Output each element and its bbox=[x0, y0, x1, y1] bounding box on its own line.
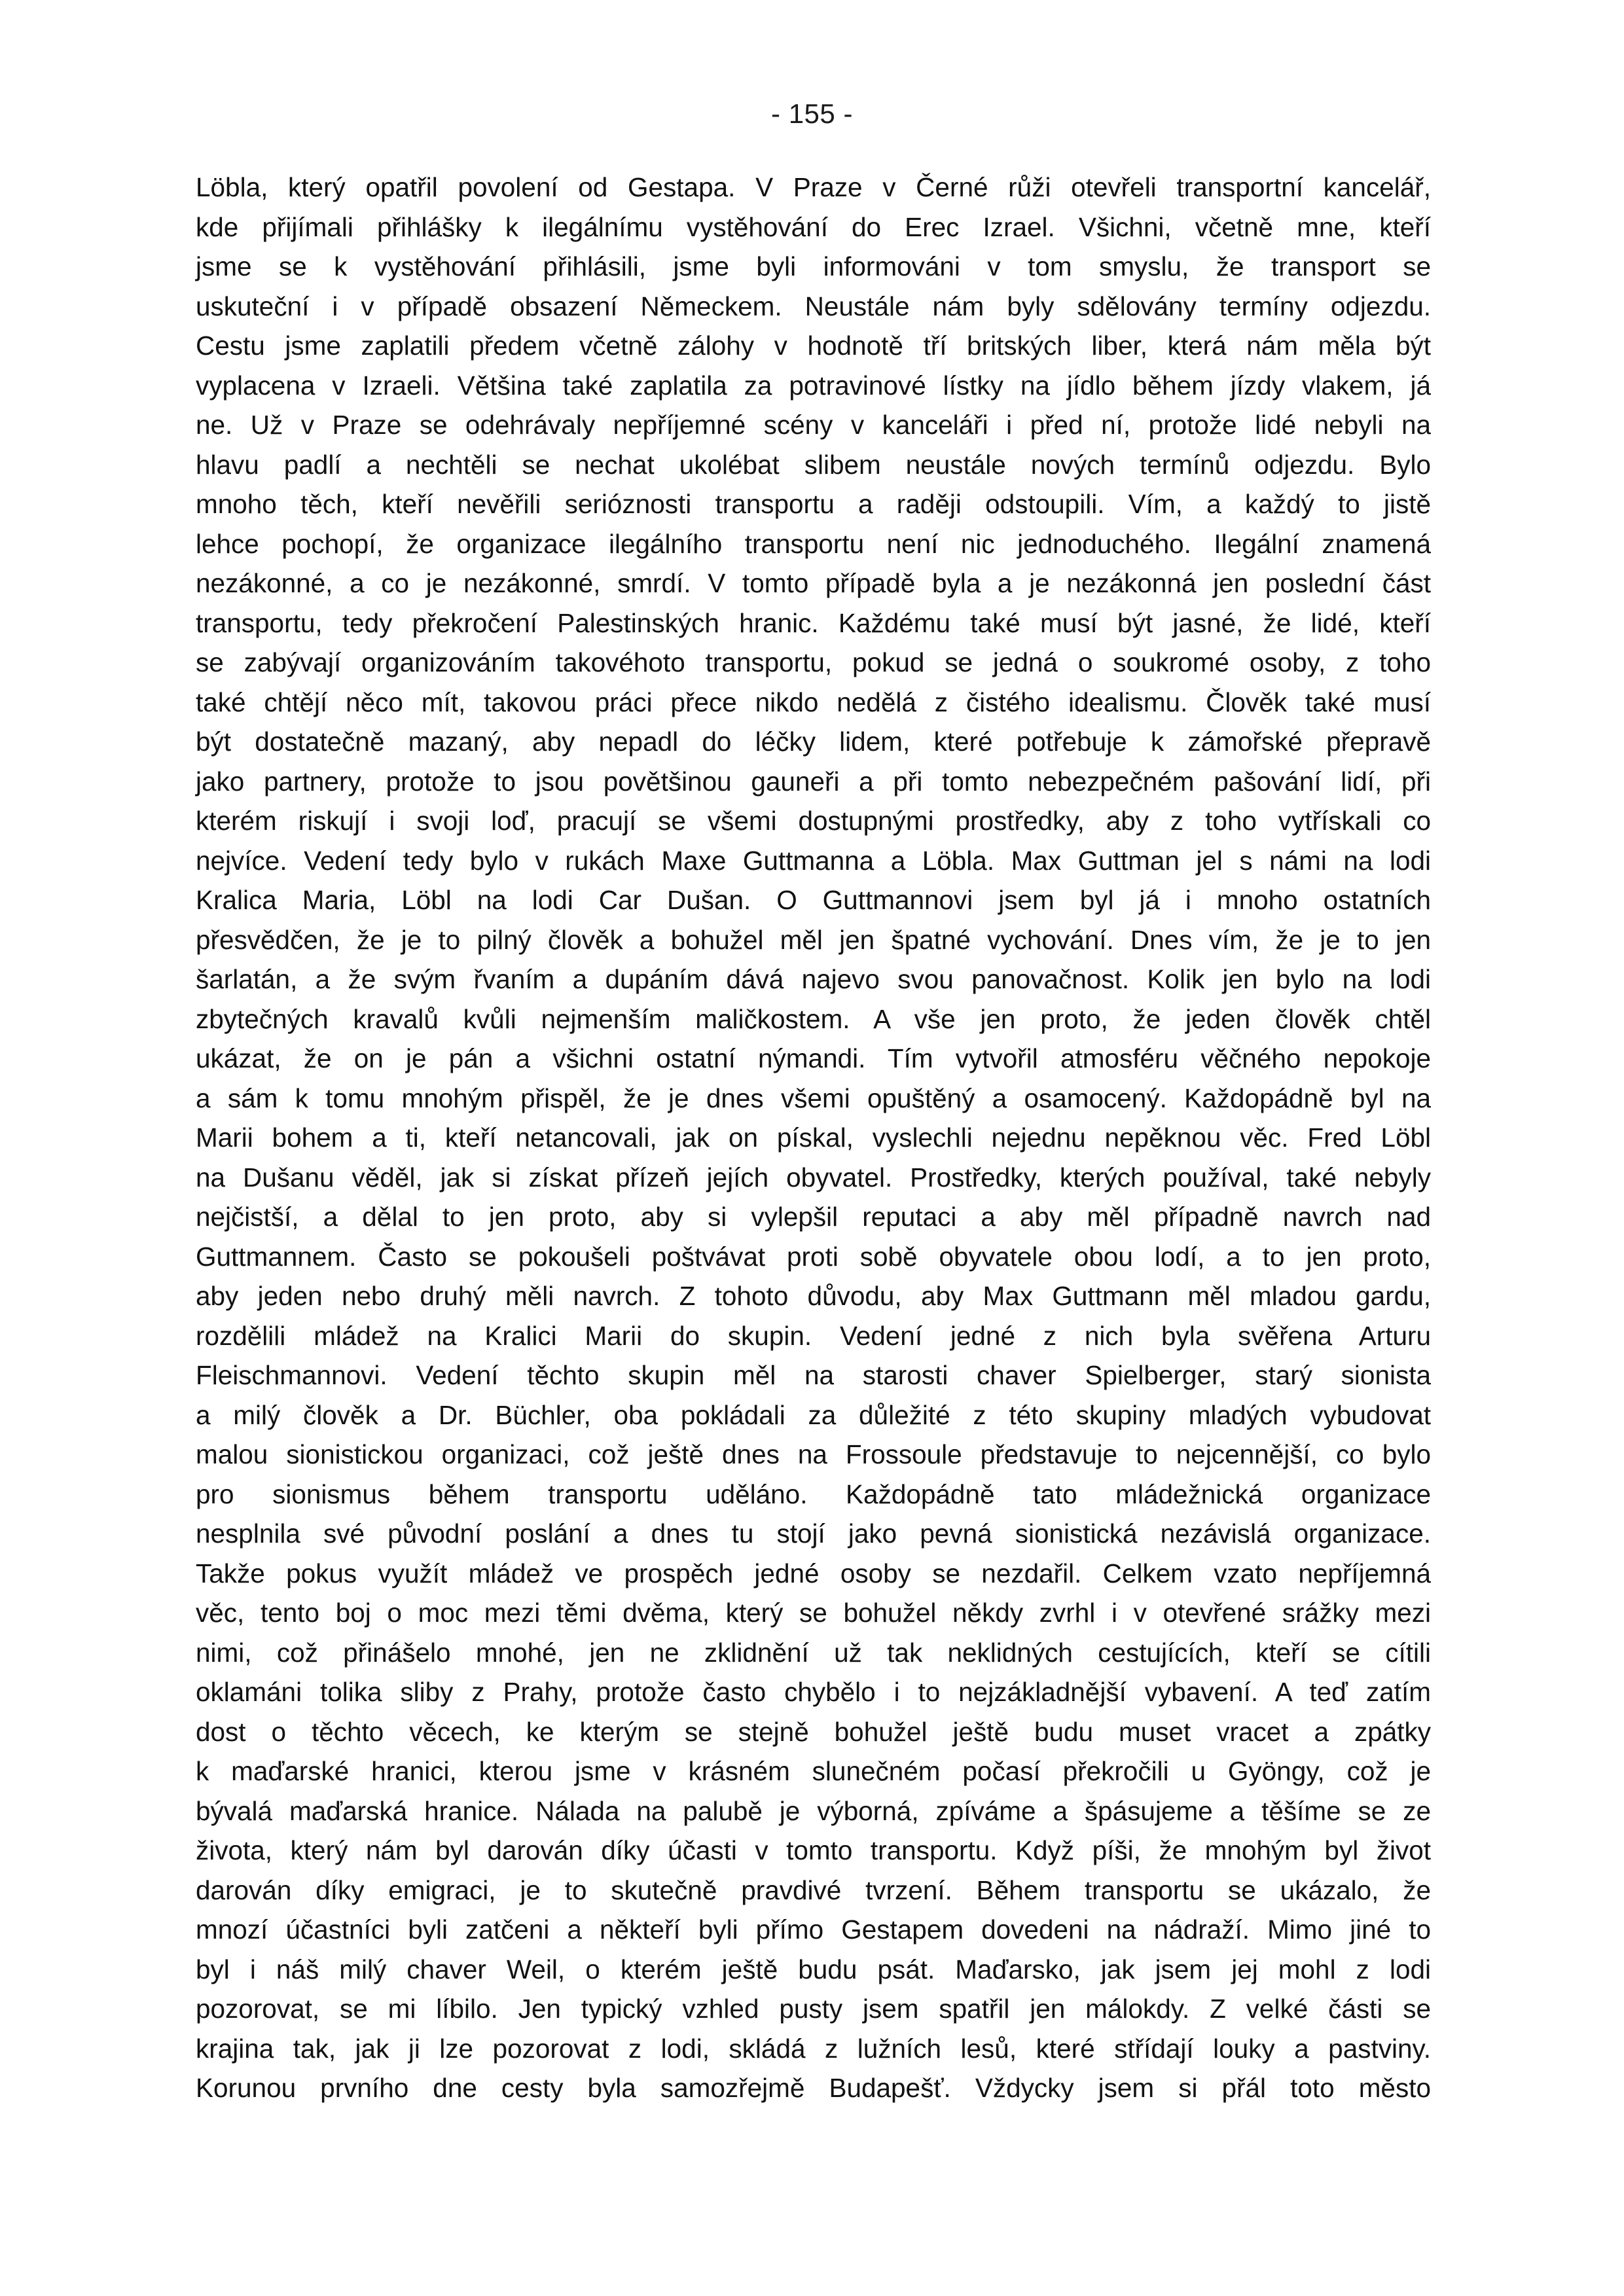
text-line: kde přijímali přihlášky k ilegálnímu vystěhování do Erec Izrael. Všichni, včetně mne, kteří bbox=[196, 211, 1431, 242]
text-line: a milý člověk a Dr. Büchler, oba pokládali za důležité z této skupiny mladých vybudovat bbox=[196, 1399, 1431, 1430]
text-line: Korunou prvního dne cesty byla samozřejmě Budapešť. Vždycky jsem si přál toto město bbox=[196, 2073, 1431, 2103]
text-line: šarlatán, a že svým řvaním a dupáním dává najevo svou panovačnost. Kolik jen bylo na lodi bbox=[196, 964, 1431, 994]
text-line: Fleischmannovi. Vedení těchto skupin měl na starosti chaver Spielberger, starý sionista bbox=[196, 1360, 1431, 1390]
text-line: malou sionistickou organizaci, což ještě dnes na Frossoule představuje to nejcennější, co bylo bbox=[196, 1439, 1431, 1469]
text-line: také chtějí něco mít, takovou práci přece nikdo nedělá z čistého idealismu. Člověk také musí bbox=[196, 687, 1431, 717]
text-line: aby jeden nebo druhý měli navrch. Z tohoto důvodu, aby Max Guttmann měl mladou gardu, bbox=[196, 1281, 1431, 1311]
text-line: Takže pokus využít mládež ve prospěch jedné osoby se nezdařil. Celkem vzato nepříjemná bbox=[196, 1558, 1431, 1588]
text-line: darován díky emigraci, je to skutečně pravdivé tvrzení. Během transportu se ukázalo, že bbox=[196, 1874, 1431, 1905]
text-line: a sám k tomu mnohým přispěl, že je dnes všemi opuštěný a osamocený. Každopádně byl na bbox=[196, 1083, 1431, 1113]
text-line: byl i náš milý chaver Weil, o kterém ještě budu psát. Maďarsko, jak jsem jej mohl z lodi bbox=[196, 1954, 1431, 1984]
text-line: nezákonné, a co je nezákonné, smrdí. V tomto případě byla a je nezákonná jen poslední část bbox=[196, 568, 1431, 598]
text-line: pro sionismus během transportu uděláno. Každopádně tato mládežnická organizace bbox=[196, 1479, 1431, 1509]
text-line: dost o těchto věcech, ke kterým se stejně bohužel ještě budu muset vracet a zpátky bbox=[196, 1716, 1431, 1747]
text-line: ukázat, že on je pán a všichni ostatní nýmandi. Tím vytvořil atmosféru věčného nepokoje bbox=[196, 1043, 1431, 1073]
text-line: zbytečných kravalů kvůli nejmenším maličkostem. A vše jen proto, že jeden člověk chtěl bbox=[196, 1003, 1431, 1034]
text-line: krajina tak, jak ji lze pozorovat z lodi, skládá z lužních lesů, které střídají louky a pastviny. bbox=[196, 2033, 1431, 2064]
text-line: hlavu padlí a nechtěli se nechat ukolébat slibem neustále nových termínů odjezdu. Bylo bbox=[196, 449, 1431, 480]
text-line: pozorovat, se mi líbilo. Jen typický vzhled pusty jsem spatřil jen málokdy. Z velké části se bbox=[196, 1994, 1431, 2024]
text-line: jako partnery, protože to jsou povětšinou gauneři a při tomto nebezpečném pašování lidí, při bbox=[196, 766, 1431, 797]
text-line: uskuteční i v případě obsazení Německem. Neustále nám byly sdělovány termíny odjezdu. bbox=[196, 291, 1431, 321]
text-line: mnozí účastníci byli zatčeni a někteří byli přímo Gestapem dovedeni na nádraží. Mimo jiné to bbox=[196, 1914, 1431, 1945]
text-line: jsme se k vystěhování přihlásili, jsme byli informováni v tom smyslu, že transport se bbox=[196, 251, 1431, 281]
text-line: nejvíce. Vedení tedy bylo v rukách Maxe Guttmanna a Löbla. Max Guttman jel s námi na lodi bbox=[196, 845, 1431, 876]
text-line: oklamáni tolika sliby z Prahy, protože často chybělo i to nejzákladnější vybavení. A teď zatím bbox=[196, 1677, 1431, 1707]
text-line: transportu, tedy překročení Palestinských hranic. Každému také musí být jasné, že lidé, kteří bbox=[196, 607, 1431, 638]
text-line: Marii bohem a ti, kteří netancovali, jak on pískal, vyslechli nejednu nepěknou věc. Fred Löbl bbox=[196, 1122, 1431, 1153]
text-line: Kralica Maria, Löbl na lodi Car Dušan. O Guttmannovi jsem byl já i mnoho ostatních bbox=[196, 885, 1431, 915]
text-line: života, který nám byl darován díky účasti v tomto transportu. Když píši, že mnohým byl život bbox=[196, 1835, 1431, 1865]
text-line: Cestu jsme zaplatili předem včetně zálohy v hodnotě tří britských liber, která nám měla být bbox=[196, 331, 1431, 361]
text-line: přesvědčen, že je to pilný člověk a bohužel měl jen špatné vychování. Dnes vím, že je to jen bbox=[196, 924, 1431, 955]
text-line: Löbla, který opatřil povolení od Gestapa. V Praze v Černé růži otevřeli transportní kancelář, bbox=[196, 172, 1431, 202]
text-line: rozdělili mládež na Kralici Marii do skupin. Vedení jedné z nich byla svěřena Arturu bbox=[196, 1320, 1431, 1351]
text-line: nimi, což přinášelo mnohé, jen ne zklidnění už tak neklidných cestujících, kteří se cítili bbox=[196, 1637, 1431, 1668]
text-line: Guttmannem. Často se pokoušeli poštvávat proti sobě obyvatele obou lodí, a to jen proto, bbox=[196, 1241, 1431, 1272]
text-line: ne. Už v Praze se odehrávaly nepříjemné scény v kanceláři i před ní, protože lidé nebyli na bbox=[196, 410, 1431, 440]
text-line: bývalá maďarská hranice. Nálada na palubě je výborná, zpíváme a špásujeme a těšíme se ze bbox=[196, 1795, 1431, 1826]
text-line: vyplacena v Izraeli. Většina také zaplatila za potravinové lístky na jídlo během jízdy vlakem, já bbox=[196, 370, 1431, 401]
text-line: lehce pochopí, že organizace ilegálního transportu není nic jednoduchého. Ilegální znamená bbox=[196, 528, 1431, 559]
text-line: být dostatečně mazaný, aby nepadl do léčky lidem, které potřebuje k zámořské přepravě bbox=[196, 726, 1431, 757]
text-line: nesplnila své původní poslání a dnes tu stojí jako pevná sionistická nezávislá organizace. bbox=[196, 1518, 1431, 1549]
text-line: mnoho těch, kteří nevěřili serióznosti transportu a raději odstoupili. Vím, a každý to jistě bbox=[196, 489, 1431, 519]
text-line: na Dušanu věděl, jak si získat přízeň jejích obyvatel. Prostředky, kterých používal, také nebyly bbox=[196, 1162, 1431, 1193]
text-line: nejčistší, a dělal to jen proto, aby si vylepšil reputaci a aby měl případně navrch nad bbox=[196, 1202, 1431, 1232]
text-line: kterém riskují i svoji loď, pracují se všemi dostupnými prostředky, aby z toho vytřískali co bbox=[196, 806, 1431, 836]
body-text bbox=[196, 168, 1431, 2108]
text-line: k maďarské hranici, kterou jsme v krásném slunečném počasí překročili u Gyöngy, což je bbox=[196, 1756, 1431, 1786]
page-number: - 155 - bbox=[771, 98, 853, 129]
text-line: se zabývají organizováním takovéhoto transportu, pokud se jedná o soukromé osoby, z toho bbox=[196, 647, 1431, 677]
text-line: věc, tento boj o moc mezi těmi dvěma, který se bohužel někdy zvrhl i v otevřené srážky mezi bbox=[196, 1598, 1431, 1628]
